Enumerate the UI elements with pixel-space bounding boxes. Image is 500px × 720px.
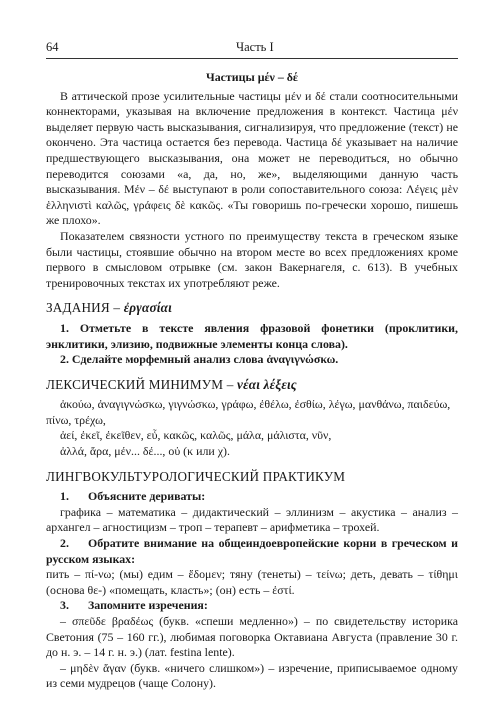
item-2-number: 2. [60, 536, 69, 551]
item-2-title: Обратите внимание на общеиндоевропейские корни в греческом и русском языках: [46, 536, 458, 566]
quote-festina-lente: – σπεῦδε βραδέως (букв. «спеши медленно») – по свидетельству историка Светония (75 – 160 гг.), любимая поговорка Октавиана Августа (правление 30 г. до н. э. – 14 г. н. э.) (лат. festina lente). [46, 614, 458, 660]
item-1-number: 1. [60, 489, 69, 504]
practicum-item-1-text: графика – математика – дидактический – эллинизм – акустика – анализ – архангел – агностицизм – троп – терапевт – арифметика – трохей. [46, 504, 458, 535]
paragraph-connectivity: Показателем связности устного по преимуществу текста в греческом языке были частицы, стоявшие обычно на втором месте во всех предложениях кроме первого в смысловом отрывке (см. закон Вакернагеля, с. 613). В учебных тренировочных текстах их употребляют реже. [46, 228, 458, 290]
tasks-heading-gr: ἐργασίαι [123, 300, 173, 316]
page-body [46, 70, 458, 692]
task-2: 2. Сделайте морфемный анализ слова ἀναγιγνώσκω. [60, 352, 339, 367]
tasks-heading [46, 300, 458, 316]
page-number: 64 [46, 40, 59, 54]
practicum-item-2-title [46, 536, 458, 567]
item-1-title: Объясните дериваты: [88, 489, 206, 504]
practicum-item-1-title [46, 489, 458, 505]
practicum-item-3-title [46, 598, 458, 614]
vocab-adverbs: ἀεί, ἐκεῖ, ἐκεῖθεν, εὖ, κακῶς, καλῶς, μάλα, μάλιστα, νῦν, [60, 428, 332, 443]
running-title: Часть I [236, 40, 274, 54]
item-3-number: 3. [60, 598, 69, 613]
vocab-verbs: ἀκούω, ἀναγιγνώσκω, γιγνώσκω, γράφω, ἐθέλω, ἐσθίω, λέγω, μανθάνω, παιδεύω, πίνω, τρέχω, [46, 397, 451, 427]
section-title: Частицы μέν – δέ [205, 70, 299, 84]
lexicon-heading-ru: ЛЕКСИЧЕСКИЙ МИНИМУМ – [46, 376, 238, 392]
tasks-heading-ru: ЗАДАНИЯ – [46, 300, 124, 316]
lexicon-heading-gr: νέαι λέξεις [237, 376, 297, 392]
practicum-heading: ЛИНГВОКУЛЬТУРОЛОГИЧЕСКИЙ ПРАКТИКУМ [46, 468, 346, 484]
paragraph-particles: В аттической прозе усилительные частицы μέν и δέ стали соотносительными коннекторами, указывая на включение предложения в контекст. Частица μέν выделяет первую часть высказывания, сигнализируя, что предложение (текст) не окончено. Эта частица остается без перевода. Частица δέ указывает на наличие предшествующего высказывания, она может не переводиться, но обычно переводится союзами «а, да, но, же», выделяющими данную часть высказывания. Μέν – δέ выступают в роли сопоставительного союза: Λέγεις μὲν ἑλληνιστὶ καλῶς, γράφεις δὲ κακῶς. «Ты говоришь по-гречески хорошо, пишешь же плохо». [46, 88, 458, 228]
item-3-title: Запомните изречения: [88, 598, 208, 613]
quote-meden-agan: – μηδὲν ἄγαν (букв. «ничего слишком») – изречение, приписываемое одному из семи мудрецов (чаще Солону). [46, 660, 458, 691]
lexicon-heading [46, 377, 458, 393]
task-1: 1. Отметьте в тексте явления фразовой фонетики (проклитики, энклитики, элизию, подвижные элементы конца слова). [46, 320, 458, 351]
vocab-particles: ἀλλά, ἄρα, μέν... δέ..., οὐ (κ или χ). [60, 444, 230, 459]
practicum-item-2-text: пить – πί-νω; (мы) едим – ἔδομεν; тяну (тенеты) – τείνω; деть, девать – τίθημι (основа θε-) «помещать, класть»; (он) есть – ἐστί. [46, 567, 458, 597]
page-header [46, 38, 458, 59]
